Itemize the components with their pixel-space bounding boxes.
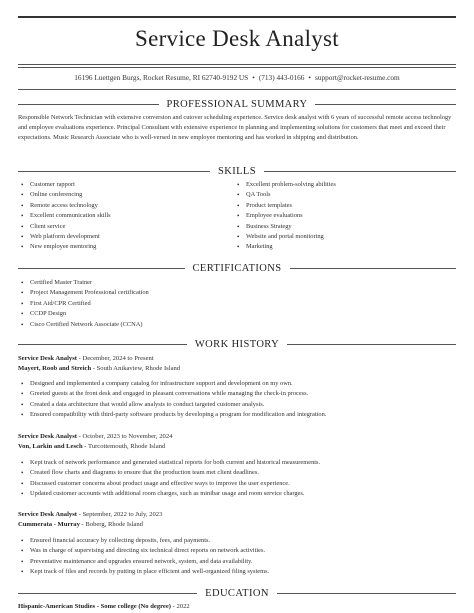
list-item: • Ensured financial accuracy by collecting deposits, fees, and payments. — [18, 536, 456, 546]
list-item: • Customer rapport — [18, 180, 228, 190]
education-degree: Hispanic-American Studies - Some college (No degree) — [18, 603, 171, 610]
list-item: • Kept track of network performance and generated statistical reports for both current and historical measurements. — [18, 458, 456, 468]
section-title: EDUCATION — [205, 587, 269, 599]
header-rule-bottom — [18, 67, 456, 68]
page-title: Service Desk Analyst — [134, 26, 339, 51]
contact-address: 16196 Luettgen Burgs, Rocket Resume, RI 62740-9192 US — [74, 73, 249, 82]
section-title: PROFESSIONAL SUMMARY — [166, 98, 308, 110]
job-location: - South Anikaview, Rhode Island — [91, 365, 181, 372]
education-year: - 2022 — [170, 603, 190, 610]
section-title: WORK HISTORY — [194, 338, 280, 350]
job-role: Service Desk Analyst — [18, 433, 77, 440]
job-company: Mayert, Roob and Streich — [18, 365, 92, 372]
list-item: • Client service — [18, 222, 228, 232]
list-item: • Ensured compatibility with third-party software products by developing a program for modification and integration. — [18, 410, 456, 420]
certifications-list — [18, 278, 438, 330]
job-company-line — [18, 442, 456, 452]
skills-list-left — [18, 180, 228, 253]
section-rule — [18, 171, 210, 172]
list-item: • Business Strategy — [234, 222, 444, 232]
list-item: • CCDP Design — [18, 309, 438, 319]
section-title: CERTIFICATIONS — [192, 262, 282, 274]
list-item: • Web platform development — [18, 232, 228, 242]
section-rule — [287, 344, 456, 345]
top-rule — [18, 16, 456, 18]
summary-text: Responsible Network Technician with extensive conversion and cutover scheduling experience. Service desk analyst with 6 years of successful remote access technology and employee evaluations experience. Principal Consultant with extensive experience in planning and implementing solutions for customers that meet and exceed their expectations. Music Research Associate who is well-versed in new employee mentoring and has worked in shipping and distribution. — [18, 114, 452, 142]
list-item: • QA Tools — [234, 190, 444, 200]
list-item: • Product templates — [234, 201, 444, 211]
job-title-line — [18, 510, 456, 520]
job-company-line — [18, 364, 456, 374]
job-role: Service Desk Analyst — [18, 511, 77, 518]
contact-rule — [18, 89, 456, 90]
list-item: • Preventative maintenance and upgrades ensured network, system, and data availability. — [18, 557, 456, 567]
job-dates: - October, 2023 to November, 2024 — [76, 433, 173, 440]
list-item: • Excellent communication skills — [18, 211, 228, 221]
list-item: • New employee mentoring — [18, 242, 228, 252]
list-item: • Was in charge of supervising and directing six technical direct reports on network activities. — [18, 546, 456, 556]
list-item: • Cisco Certified Network Associate (CCNA) — [18, 320, 438, 330]
section-rule — [18, 104, 159, 105]
list-item: • Certified Master Trainer — [18, 278, 438, 288]
contact-separator: • — [252, 73, 255, 82]
list-item: • Created a data architecture that would allow analysts to conduct targeted customer analysis. — [18, 400, 456, 410]
list-item: • Discussed customer concerns about product usage and effective ways to improve the user experience. — [18, 479, 456, 489]
list-item: • Remote access technology — [18, 201, 228, 211]
section-rule — [18, 593, 197, 594]
job-bullets — [18, 536, 456, 578]
list-item: • Created flow charts and diagrams to ensure that the production team met client deadlines. — [18, 468, 456, 478]
certifications-heading — [18, 262, 456, 274]
section-rule — [277, 593, 456, 594]
job-bullets — [18, 379, 456, 421]
work-heading — [18, 338, 456, 350]
section-rule — [315, 104, 456, 105]
job-bullets — [18, 458, 456, 500]
list-item: • Online conferencing — [18, 190, 228, 200]
job-dates: - September, 2022 to July, 2023 — [76, 511, 163, 518]
skills-list-right — [234, 180, 444, 253]
section-rule — [264, 171, 456, 172]
list-item: • Project Management Professional certification — [18, 288, 438, 298]
list-item: • Updated customer accounts with additional room charges, such as minibar usage and room service charges. — [18, 489, 456, 499]
job-title-line — [18, 432, 456, 442]
header-rule-top — [18, 64, 456, 65]
list-item: • Excellent problem-solving abilities — [234, 180, 444, 190]
job-location: - Turcottemouth, Rhode Island — [82, 443, 166, 450]
contact-separator: • — [308, 73, 311, 82]
list-item: • First Aid/CPR Certified — [18, 299, 438, 309]
list-item: • Kept track of files and records by putting in place efficient and well-organized filing systems. — [18, 567, 456, 577]
section-rule — [18, 344, 187, 345]
job-company: Von, Larkin and Lesch — [18, 443, 83, 450]
job-location: - Boberg, Rhode Island — [79, 521, 143, 528]
list-item: • Greeted guests at the front desk and engaged in pleasant conversations while managing the check-in process. — [18, 389, 456, 399]
contact-email: support@rocket-resume.com — [314, 73, 400, 82]
list-item: • Designed and implemented a company catalog for infrastructure support and development on my own. — [18, 379, 456, 389]
contact-phone: (713) 443-0166 — [258, 73, 305, 82]
job-company-line — [18, 520, 456, 530]
list-item: • Website and portal monitoring — [234, 232, 444, 242]
contact-line — [0, 73, 474, 82]
education-line — [18, 602, 456, 612]
skills-heading — [18, 165, 456, 177]
job-company: Cummerata - Murray — [18, 521, 80, 528]
education-heading — [18, 587, 456, 599]
list-item: • Employee evaluations — [234, 211, 444, 221]
job-role: Service Desk Analyst — [18, 355, 77, 362]
section-rule — [290, 268, 457, 269]
section-rule — [18, 268, 185, 269]
list-item: • Marketing — [234, 242, 444, 252]
job-dates: - December, 2024 to Present — [76, 355, 154, 362]
job-title-line — [18, 354, 456, 364]
summary-heading — [18, 98, 456, 110]
section-title: SKILLS — [218, 165, 256, 177]
